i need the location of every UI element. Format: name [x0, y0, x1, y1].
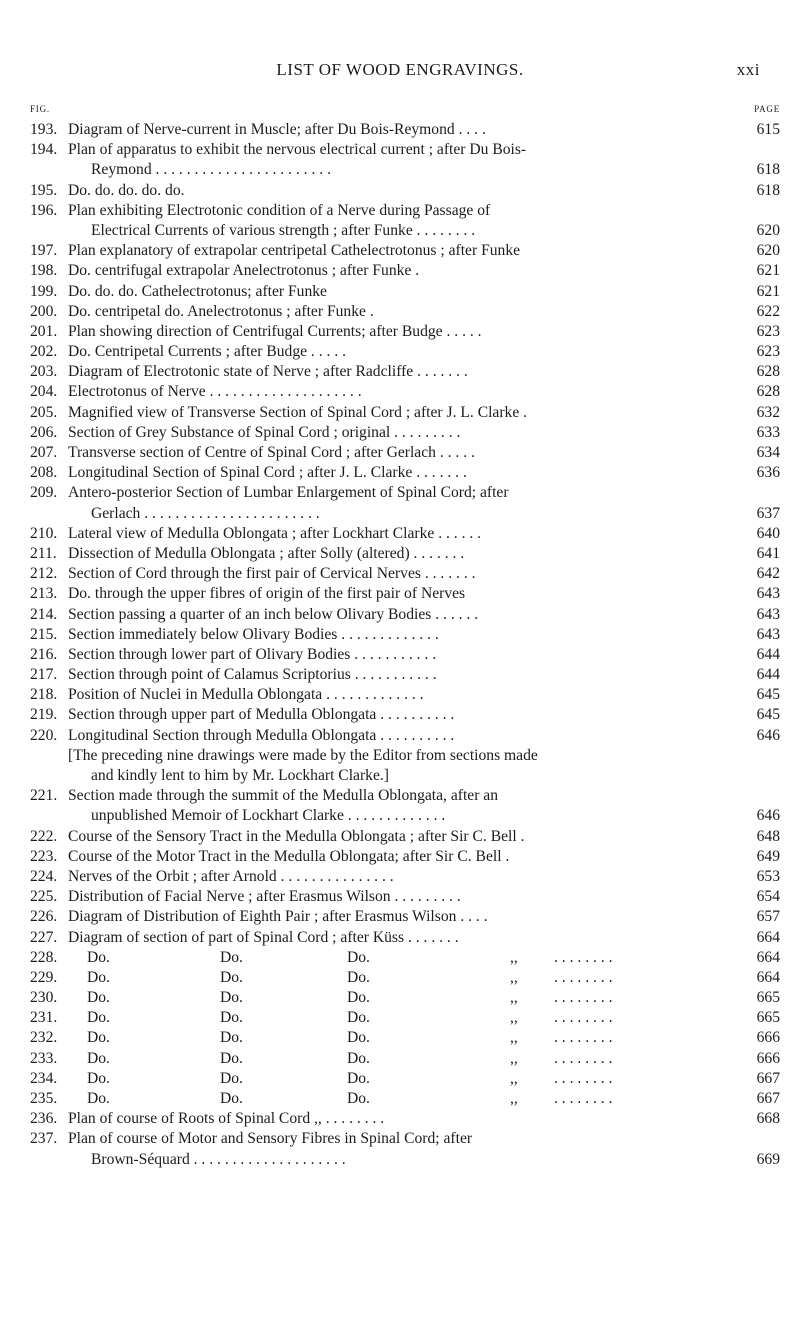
- figure-number: 222.: [30, 827, 58, 845]
- entry-page-number: 645: [756, 686, 780, 704]
- entry-page-number: 665: [756, 989, 780, 1007]
- figure-number: 236.: [30, 1110, 58, 1128]
- ditto-cell: Do.: [347, 989, 370, 1007]
- ditto-row: [30, 1049, 780, 1069]
- entry-page-number: 664: [756, 968, 780, 986]
- entry-page-number: 623: [756, 343, 780, 361]
- entry-page-number: 643: [756, 605, 780, 623]
- figure-number: 221.: [30, 787, 58, 805]
- figure-number: 232.: [30, 1029, 58, 1047]
- entry-page-number: 640: [756, 524, 780, 542]
- figure-number: 233.: [30, 1049, 58, 1067]
- list-entry: [30, 443, 780, 463]
- ditto-cell: Do.: [347, 1090, 370, 1107]
- ditto-cell: Do.: [87, 1069, 110, 1087]
- ditto-cell: ,,: [510, 1029, 518, 1047]
- ditto-cell: ,,: [510, 948, 518, 966]
- entry-line: [30, 605, 780, 625]
- list-entry: [30, 181, 780, 201]
- list-entry: [30, 887, 780, 907]
- ditto-row: [30, 988, 780, 1008]
- entry-description: Plan of course of Roots of Spinal Cord ,, . . . . . . . .: [68, 1110, 385, 1128]
- ditto-row: [30, 968, 780, 988]
- figure-number: 205.: [30, 403, 58, 421]
- entry-line: [30, 584, 780, 604]
- entry-line: [30, 443, 780, 463]
- ditto-cell: Do.: [347, 968, 370, 986]
- figure-number: 215.: [30, 625, 58, 643]
- entry-line: [30, 907, 780, 927]
- entry-description: Do. do. do. Cathelectrotonus; after Funke: [68, 282, 327, 300]
- entry-page-number: 667: [756, 1090, 780, 1107]
- entry-description: Electrical Currents of various strength ; after Funke . . . . . . . .: [91, 221, 476, 239]
- note-text: and kindly lent to him by Mr. Lockhart Clarke.]: [91, 767, 389, 784]
- list-entry: [30, 685, 780, 705]
- ditto-cell: . . . . . . . .: [554, 1090, 613, 1107]
- entry-line: [30, 483, 780, 503]
- ditto-row: [30, 1069, 780, 1089]
- entry-line: [30, 1109, 780, 1129]
- list-entry: [30, 645, 780, 665]
- figure-number: 223.: [30, 847, 58, 865]
- ditto-cell: . . . . . . . .: [554, 1029, 613, 1047]
- entry-line: [30, 867, 780, 887]
- entry-description: Course of the Sensory Tract in the Medulla Oblongata ; after Sir C. Bell .: [68, 827, 525, 845]
- list-entry: [30, 322, 780, 342]
- figure-number: 206.: [30, 423, 58, 441]
- entry-description: Do. through the upper fibres of origin of the first pair of Nerves: [68, 585, 466, 603]
- entry-page-number: 645: [756, 706, 780, 724]
- engravings-list: [30, 120, 780, 1170]
- entry-description: Magnified view of Transverse Section of Spinal Cord ; after J. L. Clarke .: [68, 403, 528, 421]
- list-entry: [30, 201, 780, 241]
- figure-number: 231.: [30, 1009, 58, 1027]
- entry-line: [30, 140, 780, 160]
- figure-number: 210.: [30, 524, 58, 542]
- entry-description: Dissection of Medulla Oblongata ; after Solly (altered) . . . . . . .: [68, 544, 465, 562]
- figure-number: 204.: [30, 383, 58, 401]
- ditto-cell: Do.: [87, 1029, 110, 1047]
- ditto-cell: Do.: [347, 948, 370, 966]
- list-entry: [30, 463, 780, 483]
- ditto-cell: Do.: [87, 1009, 110, 1027]
- entry-description: Diagram of Nerve-current in Muscle; after Du Bois-Reymond . . . .: [68, 121, 486, 138]
- figure-number: 198.: [30, 262, 58, 280]
- entry-line: [30, 362, 780, 382]
- list-entry: [30, 1129, 780, 1169]
- entry-description: Section through point of Calamus Scriptorius . . . . . . . . . . .: [68, 666, 437, 684]
- entry-description: Reymond . . . . . . . . . . . . . . . . . . . . . . .: [91, 161, 331, 179]
- entry-description: Do. centripetal do. Anelectrotonus ; after Funke .: [68, 302, 374, 320]
- entry-page-number: 644: [756, 645, 780, 663]
- entry-page-number: 622: [756, 302, 780, 320]
- entry-line: [30, 685, 780, 705]
- entry-line: [30, 705, 780, 725]
- entry-line: [30, 1089, 780, 1109]
- list-entry: [30, 382, 780, 402]
- figure-number: 211.: [30, 544, 57, 562]
- entry-description: unpublished Memoir of Lockhart Clarke . . . . . . . . . . . . .: [91, 807, 446, 825]
- entry-description: Course of the Motor Tract in the Medulla Oblongata; after Sir C. Bell .: [68, 847, 510, 865]
- figure-number: 237.: [30, 1130, 58, 1148]
- figure-number: 219.: [30, 706, 58, 724]
- entry-line: [30, 1069, 780, 1089]
- figure-number: 207.: [30, 444, 58, 461]
- entry-description: Section immediately below Olivary Bodies . . . . . . . . . . . . .: [68, 625, 439, 643]
- ditto-cell: ,,: [510, 968, 518, 986]
- list-entry: [30, 584, 780, 604]
- entry-page-number: 653: [756, 867, 780, 885]
- figure-number: 235.: [30, 1090, 58, 1107]
- entry-description: Diagram of Distribution of Eighth Pair ; after Erasmus Wilson . . . .: [68, 908, 488, 926]
- entry-description: Section through upper part of Medulla Oblongata . . . . . . . . . .: [68, 706, 455, 724]
- ditto-cell: Do.: [220, 1090, 243, 1107]
- list-entry: [30, 403, 780, 423]
- entry-line: [30, 968, 780, 988]
- entry-page-number: 657: [756, 908, 780, 926]
- entry-description: Longitudinal Section through Medulla Oblongata . . . . . . . . . .: [68, 726, 455, 744]
- ditto-cell: ,,: [510, 1009, 518, 1027]
- running-head: [0, 60, 800, 84]
- list-entry: [30, 1109, 780, 1129]
- entry-description: Do. do. do. do. do.: [68, 181, 185, 199]
- figure-number: 225.: [30, 888, 58, 906]
- entry-line: [30, 1129, 780, 1149]
- entry-page-number: 665: [756, 1009, 780, 1027]
- ditto-cell: . . . . . . . .: [554, 1069, 613, 1087]
- entry-line: [30, 201, 780, 221]
- ditto-cell: Do.: [220, 968, 243, 986]
- entry-page-number: 649: [756, 847, 780, 865]
- page-number: xxi: [736, 60, 760, 79]
- entry-page-number: 620: [756, 221, 780, 239]
- entry-line: [30, 342, 780, 362]
- figure-number: 202.: [30, 343, 58, 361]
- list-entry: [30, 827, 780, 847]
- entry-line: [30, 322, 780, 342]
- ditto-cell: Do.: [347, 1049, 370, 1067]
- figure-number: 220.: [30, 726, 58, 744]
- entry-description: Plan of course of Motor and Sensory Fibres in Spinal Cord; after: [68, 1130, 473, 1148]
- figure-number: 200.: [30, 302, 58, 320]
- list-entry: [30, 261, 780, 281]
- entry-page-number: 628: [756, 363, 780, 381]
- entry-line: [30, 665, 780, 685]
- ditto-cell: Do.: [220, 1069, 243, 1087]
- column-headers: [30, 104, 780, 118]
- page-column-header: PAGE: [754, 104, 780, 114]
- list-entry: [30, 726, 780, 746]
- entry-line: [30, 261, 780, 281]
- entry-description: Antero-posterior Section of Lumbar Enlargement of Spinal Cord; after: [68, 484, 509, 502]
- list-entry: [30, 423, 780, 443]
- figure-number: 209.: [30, 484, 58, 502]
- entry-line: [30, 524, 780, 544]
- entry-description: Section of Grey Substance of Spinal Cord ; original . . . . . . . . .: [68, 423, 461, 441]
- entry-page-number: 620: [756, 242, 780, 260]
- entry-description: Section passing a quarter of an inch below Olivary Bodies . . . . . .: [68, 605, 479, 623]
- ditto-row: [30, 1008, 780, 1028]
- entry-line: [30, 221, 780, 241]
- entry-page-number: 664: [756, 928, 780, 946]
- figure-number: 214.: [30, 605, 58, 623]
- list-entry: [30, 524, 780, 544]
- figure-number: 230.: [30, 989, 58, 1007]
- entry-line: [30, 181, 780, 201]
- entry-description: Section of Cord through the first pair of Cervical Nerves . . . . . . .: [68, 565, 476, 583]
- figure-number: 196.: [30, 201, 58, 219]
- figure-number: 224.: [30, 867, 58, 885]
- entry-page-number: 648: [756, 827, 780, 845]
- list-entry: [30, 786, 780, 826]
- ditto-cell: ,,: [510, 1049, 518, 1067]
- ditto-cell: Do.: [347, 1009, 370, 1027]
- figure-number: 208.: [30, 464, 58, 482]
- figure-number: 201.: [30, 322, 58, 340]
- figure-number: 234.: [30, 1069, 58, 1087]
- ditto-cell: Do.: [87, 1090, 110, 1107]
- entry-description: Do. centrifugal extrapolar Anelectrotonus ; after Funke .: [68, 262, 420, 280]
- entry-page-number: 666: [756, 1049, 780, 1067]
- entry-description: Diagram of Electrotonic state of Nerve ; after Radcliffe . . . . . . .: [68, 363, 468, 381]
- entry-page-number: 621: [756, 282, 780, 300]
- entry-description: Do. Centripetal Currents ; after Budge . . . . .: [68, 343, 347, 361]
- entry-page-number: 667: [756, 1069, 780, 1087]
- ditto-cell: Do.: [220, 1049, 243, 1067]
- entry-line: [30, 1150, 780, 1170]
- entry-page-number: 668: [756, 1110, 780, 1128]
- entry-description: Diagram of section of part of Spinal Cord ; after Küss . . . . . . .: [68, 928, 459, 946]
- entry-description: Distribution of Facial Nerve ; after Erasmus Wilson . . . . . . . . .: [68, 888, 461, 906]
- entry-page-number: 643: [756, 585, 780, 603]
- entry-page-number: 646: [756, 807, 780, 825]
- ditto-cell: ,,: [510, 989, 518, 1007]
- ditto-cell: . . . . . . . .: [554, 989, 613, 1007]
- entry-line: [30, 1028, 780, 1048]
- entry-page-number: 644: [756, 666, 780, 684]
- fig-column-header: FIG.: [30, 104, 50, 114]
- ditto-cell: Do.: [347, 1069, 370, 1087]
- entry-line: [30, 282, 780, 302]
- entry-page-number: 615: [756, 121, 780, 138]
- note-line: [30, 766, 780, 786]
- entry-line: [30, 645, 780, 665]
- figure-number: 217.: [30, 666, 58, 684]
- entry-page-number: 618: [756, 161, 780, 179]
- entry-description: Position of Nuclei in Medulla Oblongata . . . . . . . . . . . . .: [68, 686, 424, 704]
- list-entry: [30, 302, 780, 322]
- entry-line: [30, 806, 780, 826]
- ditto-cell: Do.: [347, 1029, 370, 1047]
- entry-page-number: 623: [756, 322, 780, 340]
- entry-line: [30, 827, 780, 847]
- entry-line: [30, 544, 780, 564]
- list-entry: [30, 928, 780, 948]
- figure-number: 193.: [30, 121, 58, 138]
- list-entry: [30, 665, 780, 685]
- entry-description: Electrotonus of Nerve . . . . . . . . . . . . . . . . . . . .: [68, 383, 362, 401]
- list-entry: [30, 241, 780, 261]
- editor-note: [30, 746, 780, 786]
- entry-description: Transverse section of Centre of Spinal Cord ; after Gerlach . . . . .: [68, 444, 475, 461]
- ditto-cell: Do.: [87, 989, 110, 1007]
- figure-number: 197.: [30, 242, 58, 260]
- entry-page-number: 634: [756, 444, 780, 461]
- figure-number: 199.: [30, 282, 58, 300]
- entry-description: Plan of apparatus to exhibit the nervous electrical current ; after Du Bois-: [68, 141, 527, 159]
- entry-description: Brown-Séquard . . . . . . . . . . . . . . . . . . . .: [91, 1150, 346, 1168]
- entry-page-number: 618: [756, 181, 780, 199]
- figure-number: 212.: [30, 565, 58, 583]
- entry-page-number: 646: [756, 726, 780, 744]
- entry-page-number: 621: [756, 262, 780, 280]
- list-entry: [30, 483, 780, 523]
- entry-description: Plan exhibiting Electrotonic condition of a Nerve during Passage of: [68, 201, 491, 219]
- ditto-cell: . . . . . . . .: [554, 1049, 613, 1067]
- entry-page-number: 643: [756, 625, 780, 643]
- figure-number: 195.: [30, 181, 58, 199]
- entry-line: [30, 1049, 780, 1069]
- list-entry: [30, 625, 780, 645]
- entry-description: Plan showing direction of Centrifugal Currents; after Budge . . . . .: [68, 322, 482, 340]
- entry-description: Lateral view of Medulla Oblongata ; after Lockhart Clarke . . . . . .: [68, 524, 482, 542]
- ditto-row: [30, 948, 780, 968]
- entry-description: Gerlach . . . . . . . . . . . . . . . . . . . . . . .: [91, 504, 320, 522]
- entry-page-number: 669: [756, 1150, 780, 1168]
- entry-page-number: 632: [756, 403, 780, 421]
- ditto-cell: . . . . . . . .: [554, 948, 613, 966]
- entry-page-number: 628: [756, 383, 780, 401]
- entry-line: [30, 463, 780, 483]
- note-text: [The preceding nine drawings were made by the Editor from sections made: [68, 746, 538, 764]
- entry-line: [30, 120, 780, 140]
- entry-line: [30, 241, 780, 261]
- entry-line: [30, 423, 780, 443]
- list-entry: [30, 907, 780, 927]
- entry-page-number: 641: [756, 544, 780, 562]
- ditto-cell: Do.: [220, 948, 243, 966]
- ditto-cell: ,,: [510, 1069, 518, 1087]
- entry-page-number: 666: [756, 1029, 780, 1047]
- entry-page-number: 654: [756, 888, 780, 906]
- entry-page-number: 637: [756, 504, 780, 522]
- ditto-cell: Do.: [87, 948, 110, 966]
- note-line: [30, 746, 780, 766]
- figure-number: 218.: [30, 686, 58, 704]
- entry-line: [30, 625, 780, 645]
- ditto-cell: ,,: [510, 1090, 518, 1107]
- figure-number: 203.: [30, 363, 58, 381]
- entry-description: Longitudinal Section of Spinal Cord ; after J. L. Clarke . . . . . . .: [68, 464, 467, 482]
- ditto-row: [30, 1089, 780, 1109]
- entry-page-number: 664: [756, 948, 780, 966]
- ditto-cell: Do.: [220, 1009, 243, 1027]
- ditto-cell: . . . . . . . .: [554, 968, 613, 986]
- list-entry: [30, 282, 780, 302]
- entry-line: [30, 887, 780, 907]
- entry-page-number: 633: [756, 423, 780, 441]
- figure-number: 226.: [30, 908, 58, 926]
- list-entry: [30, 140, 780, 180]
- entry-line: [30, 403, 780, 423]
- list-entry: [30, 342, 780, 362]
- list-entry: [30, 605, 780, 625]
- entry-line: [30, 786, 780, 806]
- entry-line: [30, 988, 780, 1008]
- entry-line: [30, 726, 780, 746]
- list-entry: [30, 705, 780, 725]
- ditto-cell: Do.: [220, 989, 243, 1007]
- entry-description: Plan explanatory of extrapolar centripetal Cathelectrotonus ; after Funke: [68, 242, 521, 260]
- ditto-cell: Do.: [220, 1029, 243, 1047]
- entry-line: [30, 504, 780, 524]
- figure-number: 194.: [30, 141, 58, 159]
- entry-description: Section made through the summit of the Medulla Oblongata, after an: [68, 787, 499, 805]
- entry-line: [30, 1008, 780, 1028]
- figure-number: 216.: [30, 645, 58, 663]
- ditto-row: [30, 1028, 780, 1048]
- entry-line: [30, 948, 780, 968]
- list-entry: [30, 362, 780, 382]
- entry-description: Section through lower part of Olivary Bodies . . . . . . . . . . .: [68, 645, 437, 663]
- list-entry: [30, 544, 780, 564]
- list-entry: [30, 564, 780, 584]
- figure-number: 228.: [30, 948, 58, 966]
- list-entry: [30, 847, 780, 867]
- entry-line: [30, 847, 780, 867]
- figure-number: 227.: [30, 928, 58, 946]
- entry-line: [30, 564, 780, 584]
- entry-page-number: 636: [756, 464, 780, 482]
- entry-description: Nerves of the Orbit ; after Arnold . . . . . . . . . . . . . . .: [68, 867, 394, 885]
- ditto-cell: Do.: [87, 968, 110, 986]
- entry-line: [30, 382, 780, 402]
- list-entry: [30, 867, 780, 887]
- entry-line: [30, 302, 780, 322]
- figure-number: 229.: [30, 968, 58, 986]
- list-entry: [30, 120, 780, 140]
- entry-line: [30, 928, 780, 948]
- page-title: LIST OF WOOD ENGRAVINGS.: [276, 60, 524, 79]
- figure-number: 213.: [30, 585, 58, 603]
- entry-line: [30, 160, 780, 180]
- entry-page-number: 642: [756, 565, 780, 583]
- ditto-cell: . . . . . . . .: [554, 1009, 613, 1027]
- ditto-cell: Do.: [87, 1049, 110, 1067]
